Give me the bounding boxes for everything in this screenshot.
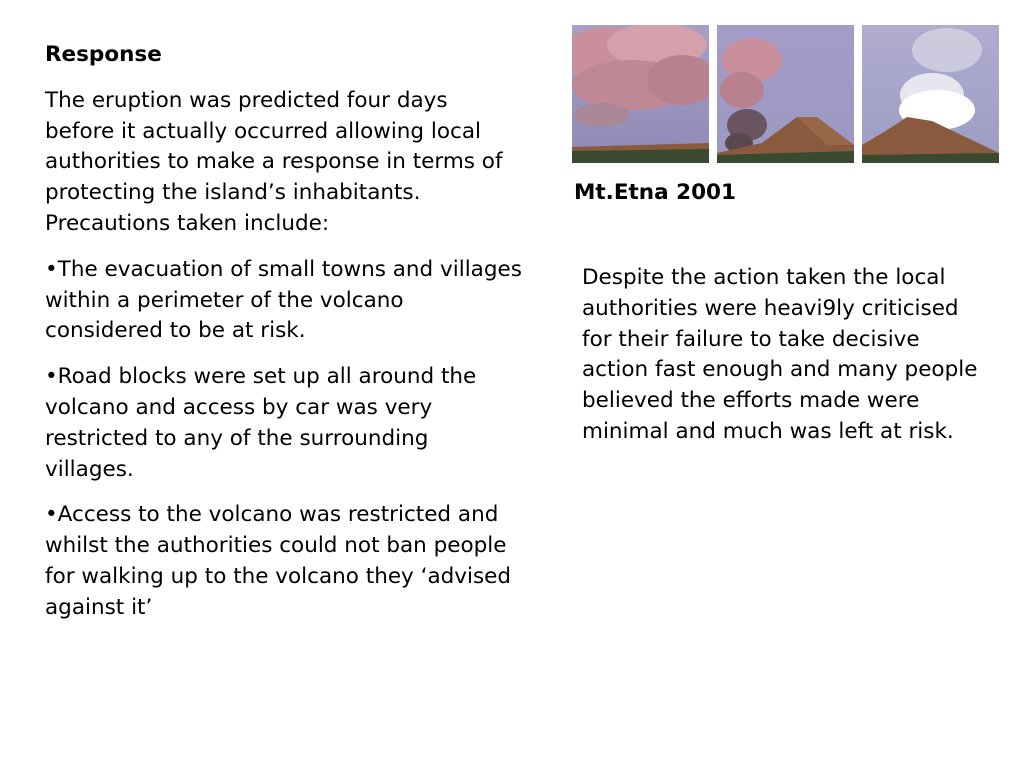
photo-caption: Mt.Etna 2001	[574, 180, 736, 205]
etna-photo-strip	[572, 25, 999, 163]
intro-paragraph: The eruption was predicted four days before it actually occurred allowing local authorities to make a response in terms of protecting the island’s inhabitants. Precautions taken include:	[45, 87, 503, 236]
bullet-volcano-access: •Access to the volcano was restricted and whilst the authorities could not ban people for walking up to the volcano they ‘advised against it’	[45, 502, 512, 620]
criticism-paragraph: Despite the action taken the local authorities were heavi9ly criticised for their failure to take decisive action fast enough and many people believed the efforts made were minimal and much was left at risk.	[582, 265, 978, 444]
etna-photo-1	[572, 25, 709, 163]
bullet-evacuation: •The evacuation of small towns and villages within a perimeter of the volcano considered to be at risk.	[45, 256, 522, 344]
section-heading: Response	[45, 42, 162, 67]
response-section	[45, 40, 523, 639]
bullet-road-blocks: •Road blocks were set up all around the volcano and access by car was very restricted to any of the surrounding villages.	[45, 364, 477, 482]
etna-photo-3	[862, 25, 999, 163]
etna-photo-2	[717, 25, 854, 163]
